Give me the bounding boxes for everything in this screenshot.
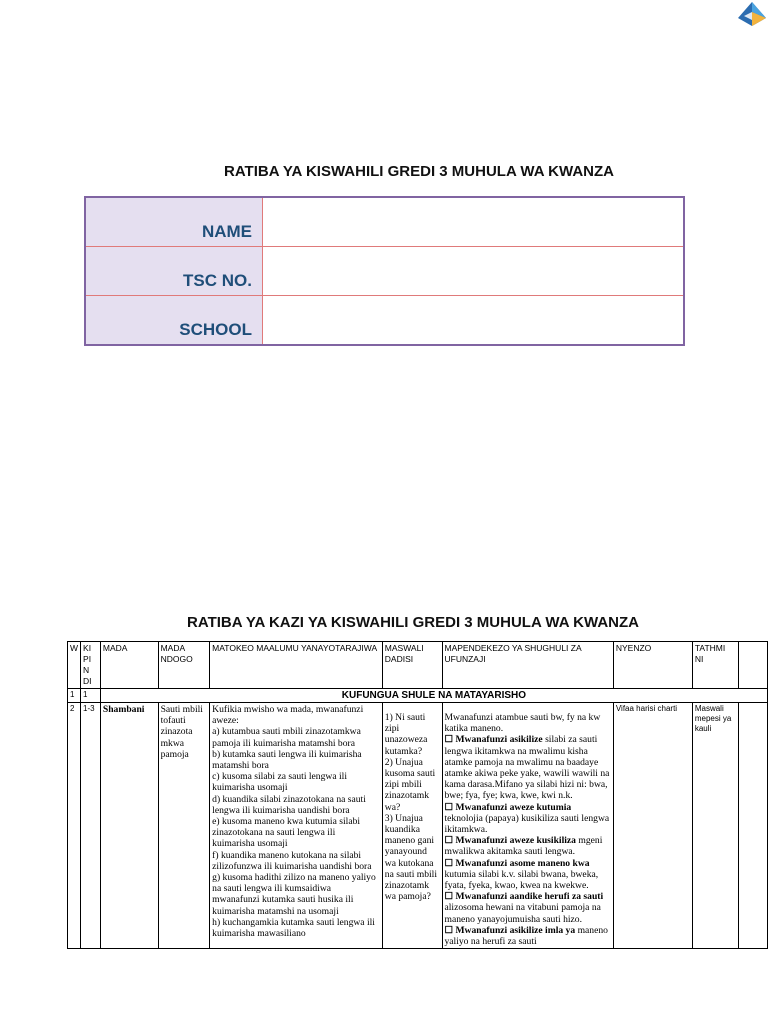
maswali-line: 1) Ni sauti zipi unazoweza kutamka? [384, 712, 428, 757]
school-label: SCHOOL [85, 296, 263, 346]
col-maswali: MASWALI DADISI [382, 642, 442, 689]
matokeo-line: e) kusoma maneno kwa kutumia silabi zinazotokana na sauti lengwa ili kuimarisha usomaji [212, 816, 361, 850]
mapendekezo-cell [442, 703, 613, 949]
opening-row-text: KUFUNGUA SHULE NA MATAYARISHO [100, 689, 767, 703]
matokeo-line: d) kuandika silabi zinazotokana na sauti lengwa ili kuimarisha uandishi bora [212, 793, 366, 816]
week-cell: 2 [68, 703, 81, 949]
matokeo-line: c) kusoma silabi za sauti lengwa ili kuimarisha usomaji [212, 771, 347, 794]
page-title: RATIBA YA KISWAHILI GREDI 3 MUHULA WA KWANZA [224, 163, 614, 180]
mapendekezo-item: ☐ Mwanafunzi asikilize imla ya maneno yaliyo na herufi za sauti [444, 924, 608, 948]
logo-icon [736, 0, 768, 28]
schedule-header-row [68, 642, 768, 689]
bullet-icon: ☐ [444, 835, 456, 847]
maswali-line: 3) Unajua kuandika maneno gani yanayound wa kutokana na sauti mbili zinazotamk wa pamoja? [384, 812, 438, 903]
school-field[interactable] [263, 296, 685, 346]
tathmini-cell: Maswali mepesi ya kauli [692, 703, 738, 949]
mada-cell: Shambani [100, 703, 158, 949]
col-extra [738, 642, 767, 689]
tsc-label: TSC NO. [85, 247, 263, 296]
tsc-field[interactable] [263, 247, 685, 296]
matokeo-line: b) kutamka sauti lengwa ili kuimarisha matamshi bora [212, 748, 362, 772]
col-matokeo: MATOKEO MAALUMU YANAYOTARAJIWA [210, 642, 383, 689]
bullet-icon: ☐ [444, 734, 456, 746]
matokeo-line: h) kuchangamkia kutamka sauti lengwa ili kuimarisha mawasiliano [212, 916, 375, 940]
mapendekezo-item: ☐ Mwanafunzi aandike herufi za sauti alizosoma hewani na vitabuni pamoja na maneno yanayojumuisha sauti hizo. [444, 891, 604, 925]
bullet-icon: ☐ [444, 801, 456, 813]
teacher-info-table [84, 196, 685, 346]
extra-cell [738, 703, 767, 949]
bullet-icon: ☐ [444, 924, 456, 936]
matokeo-line: g) kusoma hadithi zilizo na maneno yaliyo na sauti lengwa ili kumsaidiwa mwanafunzi kutamka sauti husika ili kuimarisha matamshi na usomaji [212, 872, 376, 917]
mada-ndogo-cell: Sauti mbili tofauti zinazota mkwa pamoja [158, 703, 210, 949]
bullet-icon: ☐ [444, 857, 456, 869]
name-row [85, 197, 684, 247]
col-mapendekezo: MAPENDEKEZO YA SHUGHULI ZA UFUNZAJI [442, 642, 613, 689]
tsc-row [85, 247, 684, 296]
mapendekezo-item: ☐ Mwanafunzi asome maneno kwa kutumia silabi k.v. silabi bwana, bweka, fyata, fyeka, kwao, kwea na kwekwe. [444, 857, 599, 892]
lesson-cell: 1-3 [81, 703, 101, 949]
bullet-icon: ☐ [444, 891, 456, 903]
table-row [68, 703, 768, 949]
lesson-cell: 1 [81, 689, 101, 703]
matokeo-cell [210, 703, 383, 949]
col-mada: MADA [100, 642, 158, 689]
mapendekezo-intro: Mwanafunzi atambue sauti bw, fy na kw katika maneno. [444, 712, 601, 735]
col-tathmini: TATHMI NI [692, 642, 738, 689]
mapendekezo-item: ☐ Mwanafunzi aweze kusikiliza mgeni mwalikwa akitamka sauti lengwa. [444, 835, 603, 858]
school-row [85, 296, 684, 346]
name-field[interactable] [263, 197, 685, 247]
col-week: W [68, 642, 81, 689]
name-label: NAME [85, 197, 263, 247]
mapendekezo-item: ☐ Mwanafunzi asikilize silabi za sauti lengwa ikitamkwa na mwalimu kisha atamke pamoja na mwalimu na baadaye atamke akiwa peke yake, wawili wawili na kama darasa.Mifano ya silabi hizi ni: bwa, bwe; fya, fye; kwa, kwe, kwi n.k. [444, 734, 610, 802]
maswali-line: 2) Unajua kusoma sauti zipi mbili zinazotamk wa? [384, 756, 436, 813]
schedule-title: RATIBA YA KAZI YA KISWAHILI GREDI 3 MUHULA WA KWANZA [187, 614, 639, 631]
matokeo-line: f) kuandika maneno kutokana na silabi zilizofunzwa ili kuimarisha uandishi bora [212, 849, 372, 872]
mapendekezo-item: ☐ Mwanafunzi aweze kutumia teknolojia (papaya) kusikiliza sauti lengwa ikitamkwa. [444, 801, 610, 836]
col-lesson: KI PI N DI [81, 642, 101, 689]
maswali-cell [382, 703, 442, 949]
nyenzo-cell: Vifaa harisi charti [613, 703, 692, 949]
col-nyenzo: NYENZO [613, 642, 692, 689]
table-row [68, 689, 768, 703]
matokeo-line: Kufikia mwisho wa mada, mwanafunzi aweze: [212, 704, 364, 727]
schedule-table [67, 641, 768, 949]
col-mada-ndogo: MADA NDOGO [158, 642, 210, 689]
matokeo-line: a) kutambua sauti mbili zinazotamkwa pamoja ili kuimarisha matamshi bora [212, 726, 361, 749]
week-cell: 1 [68, 689, 81, 703]
